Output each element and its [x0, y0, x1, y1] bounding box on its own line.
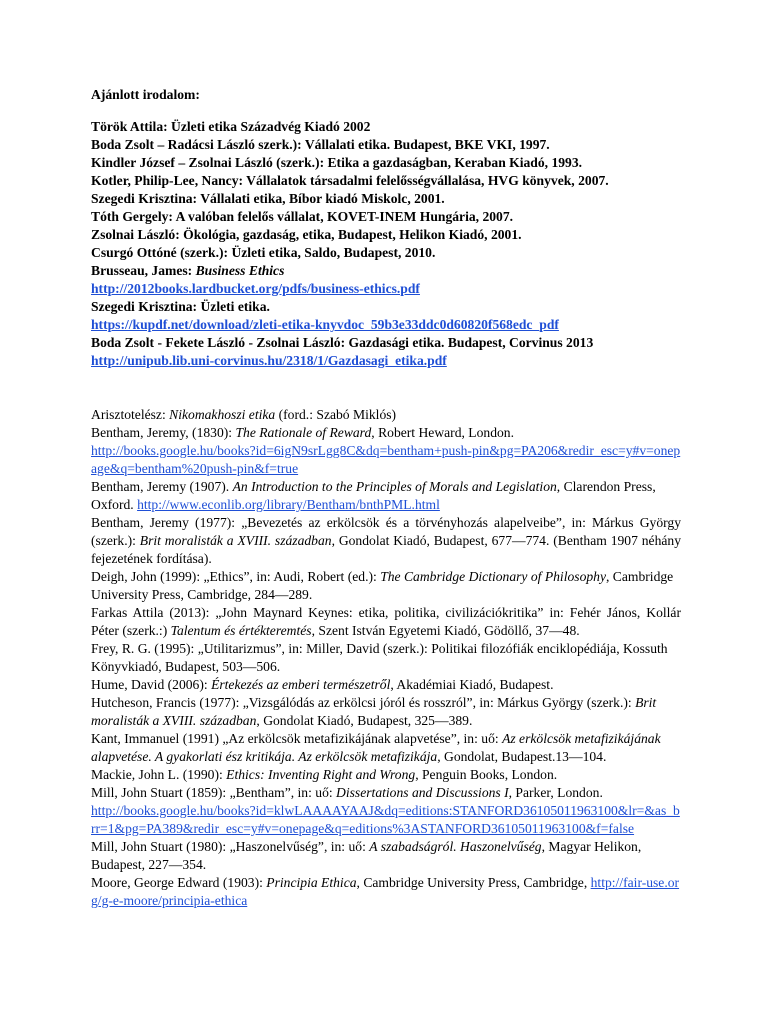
ref-title: Talentum és értékteremtés — [170, 623, 312, 638]
link-econlib[interactable]: http://www.econlib.org/library/Bentham/bnthPML.html — [137, 497, 440, 512]
link-google-books-bentham[interactable]: http://books.google.hu/books?id=6igN9srLgg8C&dq=bentham+push-pin&pg=PA206&redir_esc=y#v=onepage&q=bentham%20push-pin&f=true — [91, 443, 681, 476]
ref-text: Deigh, John (1999): „Ethics”, in: Audi, Robert (ed.): — [91, 569, 381, 584]
ref-zsolnai: Zsolnai László: Ökológia, gazdaság, etika, Budapest, Helikon Kiadó, 2001. — [91, 227, 522, 242]
ref-title: A szabadságról. Haszonelvűség — [369, 839, 542, 854]
ref-text: Mill, John Stuart (1980): „Haszonelvűség”, in: uő: — [91, 839, 370, 854]
ref-text: , Cambridge University Press, Cambridge, 284—289. — [91, 569, 674, 602]
ref-title: Dissertations and Discussions I — [336, 785, 509, 800]
ref-csurgo: Csurgó Ottóné (szerk.): Üzleti etika, Saldo, Budapest, 2010. — [91, 245, 436, 260]
link-kupdf[interactable]: https://kupdf.net/download/zleti-etika-knyvdoc_59b3e33ddc0d60820f568edc_pdf — [91, 317, 559, 332]
ref-kotler: Kotler, Philip-Lee, Nancy: Vállalatok társadalmi felelősségvállalása, HVG könyvek, 2007. — [91, 173, 609, 188]
ref-hume — [91, 676, 681, 694]
ref-boda: Boda Zsolt – Radácsi László szerk.): Vállalati etika. Budapest, BKE VKI, 1997. — [91, 137, 550, 152]
document-page — [91, 86, 681, 910]
ref-text: Bentham, Jeremy (1907). — [91, 479, 233, 494]
ref-text: Hutcheson, Francis (1977): „Vizsgálódás az erkölcsi jóról és rosszról”, in: Márkus György (szerk.): — [91, 695, 636, 710]
ref-bentham-1830 — [91, 424, 681, 442]
ref-title: Brit moralisták a XVIII. században — [91, 695, 657, 728]
link-unipub[interactable]: http://unipub.lib.uni-corvinus.hu/2318/1/Gazdasagi_etika.pdf — [91, 353, 447, 368]
ref-text: Farkas Attila (2013): „John Maynard Keynes: etika, politika, civilizációkritika” in: Fehér János, Kollár Péter (szerk.:) — [91, 605, 681, 638]
ref-szegedi-uzleti: Szegedi Krisztina: Üzleti etika. — [91, 299, 270, 314]
ref-frey — [91, 640, 681, 676]
ref-title: Ethics: Inventing Right and Wrong — [226, 767, 416, 782]
ref-mill-1859 — [91, 784, 681, 802]
ref-kant — [91, 730, 681, 766]
ref-text: Mill, John Stuart (1859): „Bentham”, in: uő: — [91, 785, 337, 800]
ref-farkas — [91, 604, 681, 640]
ref-deigh — [91, 568, 681, 604]
ref-torok: Török Attila: Üzleti etika Századvég Kiadó 2002 — [91, 119, 371, 134]
ref-hutcheson — [91, 694, 681, 730]
ref-title: Értekezés az emberi természetről — [211, 677, 391, 692]
ref-text: Mackie, John L. (1990): — [91, 767, 227, 782]
ref-title: Brit moralisták a XVIII. században — [139, 533, 332, 548]
ref-title: The Rationale of Reward — [235, 425, 372, 440]
ref-text: Bentham, Jeremy, (1830): — [91, 425, 236, 440]
ref-title: The Cambridge Dictionary of Philosophy — [380, 569, 606, 584]
ref-text: , Gondolat Kiadó, Budapest, 325—389. — [256, 713, 473, 728]
link-google-books-mill[interactable]: http://books.google.hu/books?id=klwLAAAAYAAJ&dq=editions:STANFORD36105011963100&lr=&as_brr=1&pg=PA389&redir_esc=y#v=onepage&q=editions%3ASTANFORD36105011963100&f=false — [91, 803, 680, 836]
ref-text: , Gondolat, Budapest.13—104. — [437, 749, 607, 764]
ref-text: , Szent István Egyetemi Kiadó, Gödöllő, 37—48. — [311, 623, 580, 638]
brusseau-title: Business Ethics — [195, 263, 285, 278]
ref-toth: Tóth Gergely: A valóban felelős vállalat, KOVET-INEM Hungária, 2007. — [91, 209, 514, 224]
ref-text: , Cambridge University Press, Cambridge, — [356, 875, 591, 890]
ref-title: Nikomakhoszi etika — [169, 407, 276, 422]
ref-text: Kant, Immanuel (1991) „Az erkölcsök metafizikájának alapvetése”, in: uő: — [91, 731, 503, 746]
ref-title: Principia Ethica — [266, 875, 357, 890]
section-spacer — [91, 370, 681, 406]
ref-text: (ford.: Szabó Miklós) — [275, 407, 397, 422]
brusseau-author: Brusseau, James: — [91, 263, 196, 278]
ref-text: Bentham, Jeremy (1977): „Bevezetés az erkölcsök és a törvényhozás alapelveibe”, in: Márkus György (szerk.): — [91, 515, 681, 548]
ref-brusseau — [91, 262, 681, 280]
link-fair-use[interactable]: http://fair-use.org/g-e-moore/principia-ethica — [91, 875, 680, 908]
recommended-literature — [91, 86, 681, 370]
ref-text: , Magyar Helikon, Budapest, 227—354. — [91, 839, 642, 872]
ref-boda-gazdasagi: Boda Zsolt - Fekete László - Zsolnai László: Gazdasági etika. Budapest, Corvinus 2013 — [91, 335, 594, 350]
ref-moore — [91, 874, 681, 910]
ref-text: Hume, David (2006): — [91, 677, 212, 692]
ref-title: Az erkölcsök metafizikájának alapvetése. A gyakorlati ész kritikája. Az erkölcsök metafizikája — [91, 731, 661, 764]
ref-text: Arisztotelész: — [91, 407, 170, 422]
ref-arisztoteles — [91, 406, 681, 424]
section-heading: Ajánlott irodalom: — [91, 87, 200, 102]
ref-mill-1980 — [91, 838, 681, 874]
bibliography — [91, 406, 681, 910]
ref-text: , Gondolat Kiadó, Budapest, 677—774. (Bentham 1907 néhány fejezetének fordítása). — [91, 533, 681, 566]
ref-text: , Penguin Books, London. — [415, 767, 558, 782]
ref-text: Moore, George Edward (1903): — [91, 875, 267, 890]
ref-text: , Parker, London. — [508, 785, 603, 800]
ref-title: An Introduction to the Principles of Morals and Legislation — [232, 479, 557, 494]
ref-text: , Akadémiai Kiadó, Budapest. — [390, 677, 554, 692]
ref-text: Frey, R. G. (1995): „Utilitarizmus”, in: Miller, David (szerk.): Politikai filozófiák enciklopédiája, Kossuth Könyvkiadó, Budapest, 503—506. — [91, 641, 668, 674]
ref-bentham-1977 — [91, 514, 681, 568]
ref-szegedi: Szegedi Krisztina: Vállalati etika, Bíbor kiadó Miskolc, 2001. — [91, 191, 445, 206]
ref-kindler: Kindler József – Zsolnai László (szerk.): Etika a gazdaságban, Keraban Kiadó, 1993. — [91, 155, 583, 170]
ref-text: , Clarendon Press, Oxford. — [91, 479, 656, 512]
ref-bentham-1907 — [91, 478, 681, 514]
ref-text: , Robert Heward, London. — [371, 425, 514, 440]
link-business-ethics-pdf[interactable]: http://2012books.lardbucket.org/pdfs/business-ethics.pdf — [91, 281, 420, 296]
ref-mackie — [91, 766, 681, 784]
